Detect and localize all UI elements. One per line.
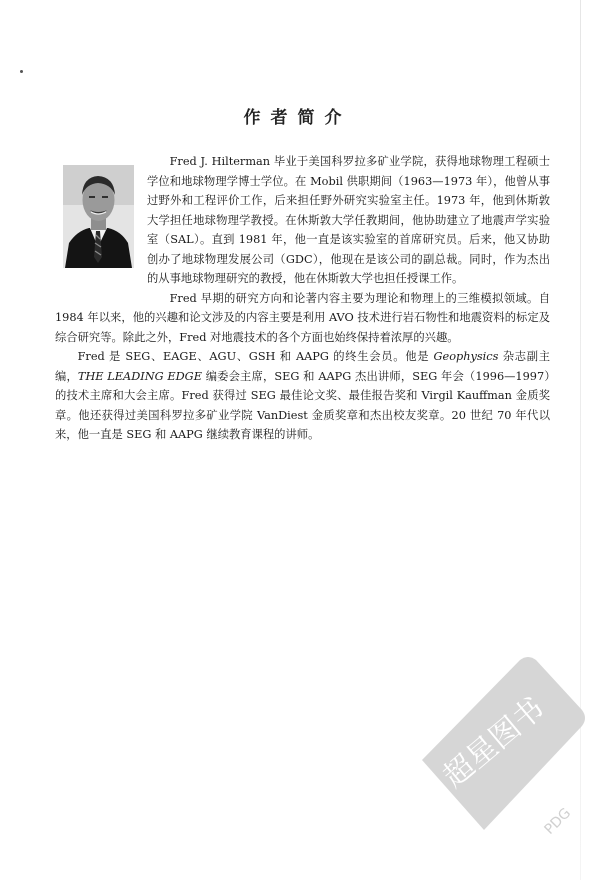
watermark-seal <box>400 630 590 870</box>
bio-p3-text-c: 编委会主席，SEG 和 AAPG 杰出讲师，SEG 年会（1996—1997）的技术主席和大会主席。Fred 获得过 SEG 最佳论文奖、最佳报告奖和 Virgil Kauffman 金质奖章。他还获得过美国科罗拉多矿业学院 VanDiest 金质奖章和杰出校友奖章。20 世纪 70 年代以来，他一直是 SEG 和 AAPG 继续教育课程的讲师。 <box>55 369 551 441</box>
journal-name: Geophysics <box>433 350 499 363</box>
bio-paragraph-2: Fred 早期的研究方向和论著内容主要为理论和物理上的三维模拟领域。自 1984 年以来，他的兴趣和论文涉及的内容主要是利用 AVO 技术进行岩石物性和地震资料的标定及综合研究等。除此之外，Fred 对地震技术的各个方面也始终保持着浓厚的兴趣。 <box>55 291 550 344</box>
magazine-name: THE LEADING EDGE <box>77 369 202 383</box>
watermark-seal-text: 超星图书 <box>436 690 552 795</box>
photo-spacer <box>55 152 147 308</box>
author-bio <box>55 152 550 445</box>
page-speck <box>20 70 23 73</box>
page-title: 作者简介 <box>243 108 352 128</box>
watermark-label: PDG <box>541 805 575 838</box>
bio-p3-text-a: Fred 是 SEG、EAGE、AGU、GSH 和 AAPG 的终生会员。他是 <box>77 350 434 363</box>
bio-p3-text-b: 杂志副主编， <box>55 350 550 383</box>
bio-paragraph-1-text: Fred J. Hilterman 毕业于美国科罗拉多矿业学院，获得地球物理工程硕士学位和地球物理学博士学位。在 Mobil 供职期间（1963—1973 年），他曾从事过野外和工程评价工作，后来担任野外研究实验室主任。1973 年，他到休斯敦大学担任地球物理学教授。在休斯敦大学任教期间，他协助建立了地震声学实验室（SAL）。直到 1981 年，他一直是该实验室的首席研究员。后来，他又协助创办了地球物理发展公司（GDC），他现在是该公司的副总裁。同时，作为杰出的从事地球物理研究的教授，他在休斯敦大学也担任授课工作。 <box>147 155 550 285</box>
bio-paragraph-3 <box>55 347 550 445</box>
